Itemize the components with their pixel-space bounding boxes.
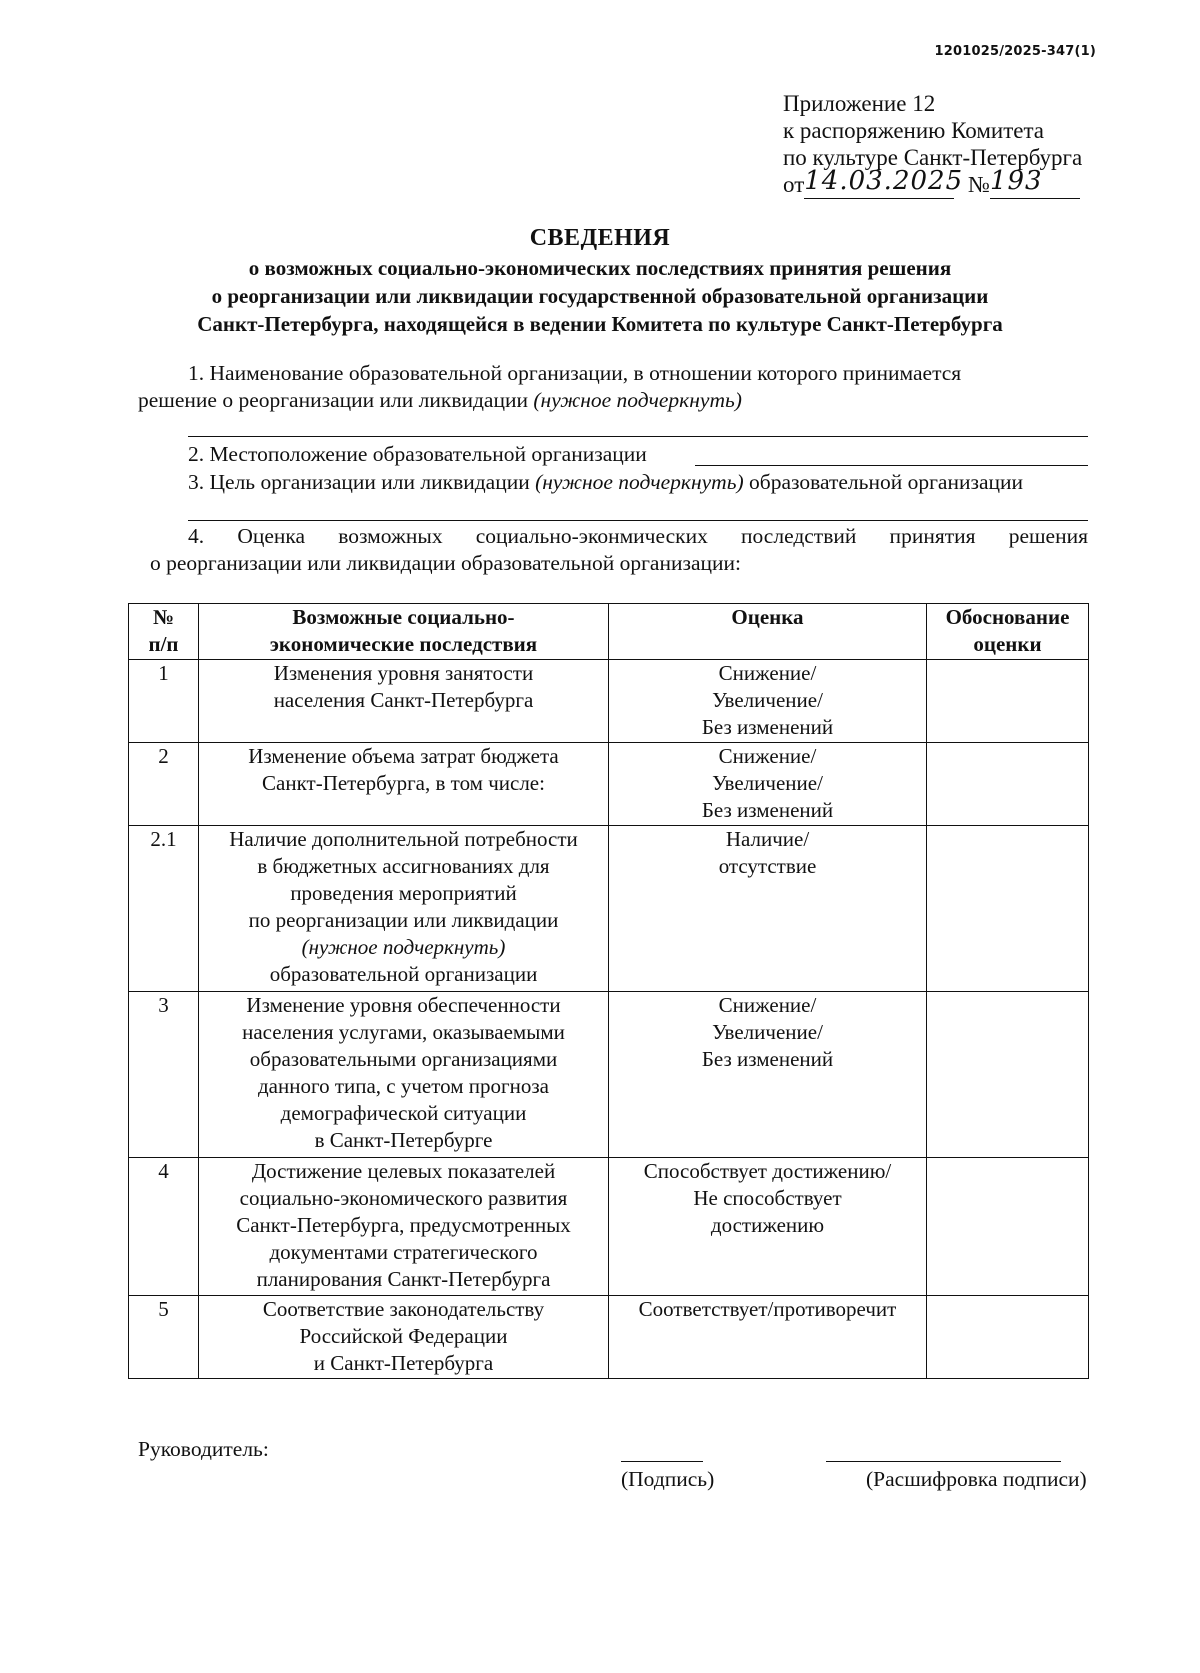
evaluation-option: Без изменений bbox=[701, 1047, 834, 1071]
evaluation-option: Снижение/ bbox=[718, 993, 817, 1017]
table-header-row bbox=[129, 604, 1089, 660]
row-evaluation bbox=[609, 992, 927, 1158]
item-1-blank-line bbox=[188, 436, 1088, 437]
signature-line bbox=[621, 1461, 703, 1462]
item-3-blank-line bbox=[188, 520, 1088, 521]
row-number: 4 bbox=[129, 1158, 199, 1296]
evaluation-option: Увеличение/ bbox=[712, 688, 823, 712]
consequence-line: Наличие дополнительной потребности bbox=[229, 827, 578, 851]
table-row bbox=[129, 1296, 1089, 1379]
consequence-line: Российской Федерации bbox=[299, 1324, 508, 1348]
appendix-block bbox=[783, 90, 1082, 199]
handwritten-number: 193 bbox=[989, 166, 1043, 196]
consequence-line: проведения мероприятий bbox=[290, 881, 517, 905]
evaluation-option: Соответствует/противоречит bbox=[638, 1297, 897, 1321]
consequence-line: в бюджетных ассигнованиях для bbox=[257, 854, 550, 878]
number-field bbox=[989, 166, 1080, 199]
row-consequence bbox=[199, 660, 609, 743]
row-number: 3 bbox=[129, 992, 199, 1158]
item-4-line-1: 4. Оценка возможных социально-эконмических последствий принятия решения bbox=[188, 524, 1088, 548]
evaluation-option: отсутствие bbox=[718, 854, 817, 878]
evaluation-option: Наличие/ bbox=[725, 827, 810, 851]
item-4-line-2: о реорганизации или ликвидации образовательной организации: bbox=[150, 551, 742, 575]
row-justification bbox=[927, 1296, 1089, 1379]
row-justification bbox=[927, 1158, 1089, 1296]
evaluation-option: Не способствует bbox=[693, 1186, 842, 1210]
title-sub-2: о реорганизации или ликвидации государственной образовательной организации bbox=[211, 284, 989, 308]
consequence-line: социально-экономического развития bbox=[239, 1186, 568, 1210]
consequence-line: Достижение целевых показателей bbox=[251, 1159, 556, 1183]
table-row bbox=[129, 992, 1089, 1158]
title-main: СВЕДЕНИЯ bbox=[529, 225, 671, 251]
item-3-line bbox=[188, 469, 1023, 496]
handwritten-date: 14.03.2025 bbox=[804, 166, 964, 196]
evaluation-option: Снижение/ bbox=[718, 744, 817, 768]
header-number: № п/п bbox=[129, 604, 199, 660]
consequence-line: Санкт-Петербурга, предусмотренных bbox=[236, 1213, 571, 1237]
consequence-line: образовательными организациями bbox=[249, 1047, 558, 1071]
row-consequence bbox=[199, 743, 609, 826]
table-row bbox=[129, 1158, 1089, 1296]
evaluation-option: Снижение/ bbox=[718, 661, 817, 685]
header-justification: Обоснование оценки bbox=[927, 604, 1089, 660]
appendix-line-2: к распоряжению Комитета bbox=[783, 118, 1044, 143]
row-number: 5 bbox=[129, 1296, 199, 1379]
consequence-line: демографической ситуации bbox=[280, 1101, 527, 1125]
item-1-line-2 bbox=[138, 387, 742, 414]
head-label: Руководитель: bbox=[138, 1437, 269, 1461]
evaluation-option: достижению bbox=[710, 1213, 825, 1237]
table-row bbox=[129, 743, 1089, 826]
row-consequence bbox=[199, 1158, 609, 1296]
row-number: 2 bbox=[129, 743, 199, 826]
row-evaluation bbox=[609, 1296, 927, 1379]
item-1-text: решение о реорганизации или ликвидации bbox=[138, 388, 528, 412]
row-justification bbox=[927, 826, 1089, 992]
document-title bbox=[0, 222, 1200, 338]
row-number: 1 bbox=[129, 660, 199, 743]
consequences-table bbox=[128, 603, 1089, 1379]
row-justification bbox=[927, 660, 1089, 743]
consequence-line: данного типа, с учетом прогноза bbox=[258, 1074, 549, 1098]
consequence-line: населения услугами, оказываемыми bbox=[242, 1020, 565, 1044]
decode-line bbox=[826, 1461, 1061, 1462]
consequence-line: Соответствие законодательству bbox=[262, 1297, 545, 1321]
consequence-line: Изменение объема затрат бюджета bbox=[248, 744, 559, 768]
row-evaluation bbox=[609, 660, 927, 743]
item-1-note: (нужное подчеркнуть) bbox=[533, 388, 742, 412]
table-body bbox=[129, 660, 1089, 1379]
header-consequences: Возможные социально- экономические последствия bbox=[199, 604, 609, 660]
row-justification bbox=[927, 992, 1089, 1158]
consequence-line: документами стратегического bbox=[269, 1240, 538, 1264]
consequence-line: (нужное подчеркнуть) bbox=[301, 935, 506, 959]
row-number: 2.1 bbox=[129, 826, 199, 992]
evaluation-option: Без изменений bbox=[701, 798, 834, 822]
header-evaluation: Оценка bbox=[609, 604, 927, 660]
number-prefix: № bbox=[968, 172, 990, 197]
evaluation-option: Без изменений bbox=[701, 715, 834, 739]
date-prefix: от bbox=[783, 172, 805, 197]
row-consequence bbox=[199, 826, 609, 992]
item-1-line-1: 1. Наименование образовательной организации, в отношении которого принимается bbox=[188, 361, 962, 385]
consequence-line: Изменения уровня занятости bbox=[273, 661, 534, 685]
item-3-tail: образовательной организации bbox=[749, 470, 1024, 494]
table-row bbox=[129, 826, 1089, 992]
evaluation-option: Увеличение/ bbox=[712, 1020, 823, 1044]
consequence-line: образовательной организации bbox=[269, 962, 538, 986]
item-2-blank-line bbox=[695, 465, 1088, 466]
title-sub-1: о возможных социально-экономических последствиях принятия решения bbox=[248, 256, 952, 280]
date-field bbox=[804, 166, 964, 199]
consequence-line: в Санкт-Петербурге bbox=[314, 1128, 493, 1152]
consequence-line: населения Санкт-Петербурга bbox=[273, 688, 534, 712]
row-evaluation bbox=[609, 1158, 927, 1296]
document-id: 1201025/2025-347(1) bbox=[934, 44, 1096, 59]
consequence-line: по реорганизации или ликвидации bbox=[248, 908, 559, 932]
evaluation-option: Увеличение/ bbox=[712, 771, 823, 795]
item-3-note: (нужное подчеркнуть) bbox=[535, 470, 744, 494]
row-consequence bbox=[199, 1296, 609, 1379]
consequence-line: Изменение уровня обеспеченности bbox=[246, 993, 561, 1017]
evaluation-option: Способствует достижению/ bbox=[643, 1159, 892, 1183]
row-justification bbox=[927, 743, 1089, 826]
signature-label: (Подпись) bbox=[621, 1467, 715, 1491]
item-3-text: 3. Цель организации или ликвидации bbox=[188, 470, 530, 494]
appendix-date-line bbox=[783, 166, 1082, 199]
row-consequence bbox=[199, 992, 609, 1158]
appendix-line-3: по культуре Санкт-Петербурга bbox=[783, 145, 1083, 170]
row-evaluation bbox=[609, 826, 927, 992]
consequence-line: Санкт-Петербурга, в том числе: bbox=[262, 771, 545, 795]
item-2-line: 2. Местоположение образовательной организации bbox=[188, 442, 647, 466]
consequence-line: планирования Санкт-Петербурга bbox=[256, 1267, 551, 1291]
consequence-line: и Санкт-Петербурга bbox=[313, 1351, 494, 1375]
decode-label: (Расшифровка подписи) bbox=[866, 1467, 1087, 1491]
appendix-line-1: Приложение 12 bbox=[783, 91, 936, 116]
table-row bbox=[129, 660, 1089, 743]
row-evaluation bbox=[609, 743, 927, 826]
title-sub-3: Санкт-Петербурга, находящейся в ведении Комитета по культуре Санкт-Петербурга bbox=[197, 312, 1003, 336]
